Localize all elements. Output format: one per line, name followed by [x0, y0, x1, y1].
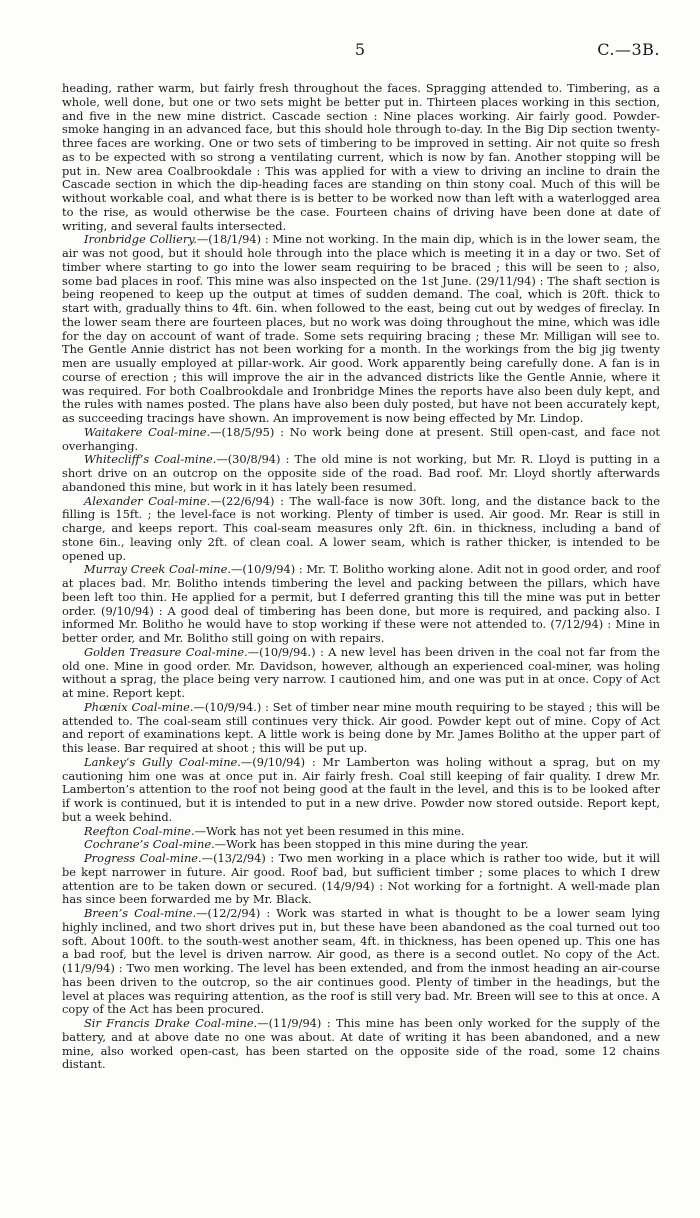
paragraph	[62, 756, 660, 825]
paragraph-text: —Work has not yet been resumed in this mine.	[194, 823, 465, 838]
mine-title: Lankey’s Gully Coal-mine.	[84, 754, 241, 769]
paragraph-text: —(22/6/94) : The wall-face is now 30ft. long, and the distance back to the filling is 15ft. ; the level-face is not working. Plenty of timber is used. Air good. Mr. Rear is still in charge, and keeps report. This coal-seam measures only 2ft. 6in. in thickness, including a band of stone 6in., leaving only 2ft. of clean coal. A lower seam, which is rather thicker, is intended to be opened up.	[62, 493, 661, 563]
mine-title: Whitecliff’s Coal-mine.	[84, 452, 217, 467]
paragraph-text: —(18/5/95) : No work being done at present. Still open-cast, and face not overhanging.	[62, 424, 661, 453]
mine-title: Reefton Coal-mine.	[84, 823, 195, 838]
paragraph	[62, 838, 660, 852]
paragraph-text: —(11/9/94) : This mine has been only worked for the supply of the battery, and at above date no one was about. At date of writing it has been abandoned, and a new mine, also worked open-cast, has been started on the opposite side of the road, some 12 chains distant.	[62, 1016, 660, 1072]
paragraph	[62, 82, 660, 233]
paragraph-text: —(30/8/94) : The old mine is not working, but Mr. R. Lloyd is putting in a short drive on an outcrop on the opposite side of the road. Bad roof. Mr. Lloyd shortly afterwards abandoned this mine, but work in it has lately been resumed.	[62, 452, 660, 494]
page-reference: C.—3B.	[597, 40, 660, 59]
mine-title: Phœnix Coal-mine.	[84, 699, 194, 714]
paragraph	[62, 495, 660, 564]
mine-title: Progress Coal-mine.	[84, 851, 202, 865]
paragraph-text: —(9/10/94) : Mr Lamberton was holing without a sprag, but on my cautioning him one was at once put in. Air fairly fresh. Coal still keeping of fair quality. I drew Mr. Lamberton’s attention to the roof not being good at the fault in the level, and this is to be looked after if work is continued, but it is intended to put in a new drive. Powder now stored outside. Report kept, but a week behind.	[62, 754, 660, 824]
paragraph	[62, 825, 660, 839]
paragraph-text: —(10/9/94) : Mr. T. Bolitho working alone. Adit not in good order, and roof at places bad. Mr. Bolitho intends timbering the level and packing between the pillars, which have been left too thin. He applied for a permit, but I deferred granting this till the mine was put in better order. (9/10/94) : A good deal of timbering has been done, but more is required, and packing also. I informed Mr. Bolitho he would have to stop working if these were not attended to. (7/12/94) : Mine in better order, and Mr. Bolitho still going on with repairs.	[62, 562, 660, 645]
mine-title: Breen’s Coal-mine.	[84, 906, 197, 920]
mine-title: Golden Treasure Coal-mine.	[84, 644, 248, 659]
paragraph	[62, 907, 660, 1017]
mine-title: Ironbridge Colliery.	[84, 232, 197, 247]
paragraph	[62, 701, 660, 756]
paragraph-text: —(13/2/94) : Two men working in a place which is rather too wide, but it will be kept narrower in future. Air good. Roof bad, but sufficient timber ; some places to which I drew attention are to be taken down or secured. (14/9/94) : Not working for a fortnight. A well-made plan has since been forwarded me by Mr. Black.	[62, 851, 660, 907]
page-header	[60, 40, 660, 64]
mine-title: Cochrane’s Coal-mine.	[84, 837, 215, 852]
paragraph	[62, 453, 660, 494]
paragraph-text: —(12/2/94) : Work was started in what is thought to be a lower seam lying highly inclined, and two short drives put in, but these have been abandoned as the coal turned out too soft. About 100ft. to the south-west another seam, 4ft. in thickness, has been opened up. This one has a bad roof, but the level is driven narrow. Air good, as there is a second outlet. No copy of the Act. (11/9/94) : Two men working. The level has been extended, and from the inmost heading an air-course has been driven to the outcrop, so the air continues good. Plenty of timber in the headings, but the level at places was requiring attention, as the roof is still very bad. Mr. Breen will see to this at once. A copy of the Act has been procured.	[62, 906, 661, 1017]
paragraph-text: —(10/9/94.) : Set of timber near mine mouth requiring to be stayed ; this will be attended to. The coal-seam still continues very thick. Air good. Powder kept out of mine. Copy of Act and report of examinations kept. A little work is being done by Mr. James Bolitho at the upper part of this lease. Bar required at shoot ; this will be put up.	[62, 699, 660, 755]
paragraph	[62, 646, 660, 701]
report-body	[62, 82, 660, 1072]
paragraph-text: —Work has been stopped in this mine during the year.	[214, 837, 529, 852]
paragraph	[62, 233, 660, 426]
mine-title: Murray Creek Coal-mine.	[84, 562, 231, 577]
paragraph	[62, 563, 660, 646]
paragraph-text: —(10/9/94.) : A new level has been driven in the coal not far from the old one. Mine in good order. Mr. Davidson, however, although an experienced coal-miner, was holing without a sprag, the place being very narrow. I cautioned him, and one was put in at once. Copy of Act at mine. Report kept.	[62, 644, 660, 700]
paragraph	[62, 1017, 660, 1072]
page-number: 5	[354, 40, 366, 59]
paragraph	[62, 426, 660, 454]
mine-title: Alexander Coal-mine.	[84, 493, 211, 508]
paragraph-text: heading, rather warm, but fairly fresh throughout the faces. Spragging attended to. Timbering, as a whole, well done, but one or two sets might be better put in. Thirteen places working in this section, and five in the new mine district. Cascade section : Nine places working. Air fairly good. Powder-smoke hanging in an advanced face, but this should hole through to-day. In the Big Dip section twenty-three faces are working. One or two sets of timbering to be improved in setting. Air not quite so fresh as to be expected with so strong a ventilating current, which is now by fan. Another stopping will be put in. New area Coalbrookdale : This was applied for with a view to driving an incline to drain the Cascade section in which the dip-heading faces are standing on thin stony coal. Much of this will be without workable coal, and what there is is better to be worked now than left with a waterlogged area to the rise, as would otherwise be the case. Fourteen chains of driving have been done at date of writing, and several faults intersected.	[62, 81, 660, 233]
paragraph-text: —(18/1/94) : Mine not working. In the main dip, which is in the lower seam, the air was not good, but it should hole through into the place which is meeting it in a day or two. Set of timber where starting to go into the lower seam requiring to be braced ; this will be seen to ; also, some bad places in roof. This mine was also inspected on the 1st June. (29/11/94) : The shaft section is being reopened to keep up the output at times of sudden demand. The coal, which is 20ft. thick to start with, gradually thins to 4ft. 6in. when followed to the east, being cut out by wedges of fireclay. In the lower seam there are fourteen places, but no work was doing throughout the mine, which was idle for the day on account of want of trade. Some sets requiring bracing ; these Mr. Milligan will see to. The Gentle Annie district has not been working for a month. In the workings from the big jig twenty men are usually employed at pillar-work. Air good. Work apparently being carefully done. A fan is in course of erection ; this will improve the air in the advanced districts like the Gentle Annie, where it was required. For both Coalbrookdale and Ironbridge Mines the reports have also been duly kept, and the rules with names posted. The plans have also been duly posted, but have not been accurately kept, as succeeding tracings have shown. An improvement is now being effected by Mr. Lindop.	[62, 232, 660, 425]
mine-title: Sir Francis Drake Coal-mine.	[84, 1016, 258, 1030]
mine-title: Waitakere Coal-mine.	[84, 424, 211, 439]
paragraph	[62, 852, 660, 907]
